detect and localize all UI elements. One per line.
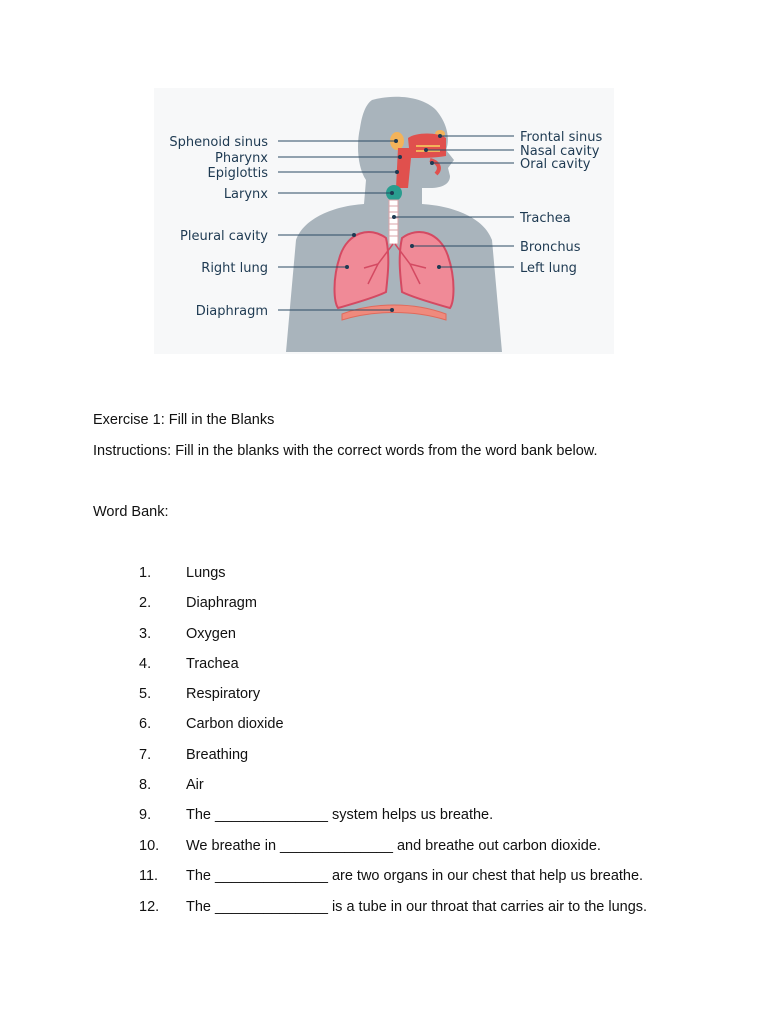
exercise-instructions: Instructions: Fill in the blanks with the correct words from the word bank below.	[93, 443, 598, 459]
label-diaphragm: Diaphragm	[195, 304, 268, 319]
label-pharynx: Pharynx	[214, 151, 268, 166]
label-oral-cavity: Oral cavity	[520, 157, 591, 172]
list-item-number: 12.	[139, 899, 160, 915]
list-item: Carbon dioxide	[186, 716, 284, 732]
label-sphenoid-sinus: Sphenoid sinus	[169, 135, 268, 150]
list-item-number: 8.	[139, 777, 152, 793]
label-larynx: Larynx	[223, 187, 268, 202]
word-bank-label: Word Bank:	[93, 504, 169, 520]
list-item: Lungs	[186, 565, 226, 581]
list-item-number: 10.	[139, 838, 160, 854]
list-item-number: 3.	[139, 626, 152, 642]
list-item-number: 5.	[139, 686, 152, 702]
label-left-lung: Left lung	[520, 261, 577, 276]
list-item: Respiratory	[186, 686, 261, 702]
list-item: Diaphragm	[186, 595, 257, 611]
list-item: The ______________ are two organs in our chest that help us breathe.	[186, 868, 644, 884]
trachea-shape	[389, 200, 398, 244]
list-item-number: 1.	[139, 565, 152, 581]
list-item: Breathing	[186, 747, 249, 763]
list-item: Air	[186, 777, 204, 793]
list-item: Trachea	[186, 656, 239, 672]
label-trachea: Trachea	[520, 211, 571, 226]
list-item-number: 2.	[139, 595, 152, 611]
label-bronchus: Bronchus	[520, 240, 581, 255]
list-item-number: 6.	[139, 716, 152, 732]
label-frontal-sinus: Frontal sinus	[520, 130, 603, 145]
list-item-number: 9.	[139, 807, 152, 823]
list-item-number: 7.	[139, 747, 152, 763]
list-item-number: 11.	[139, 868, 159, 884]
respiratory-system-diagram	[154, 88, 614, 354]
label-pleural-cavity: Pleural cavity	[180, 229, 268, 244]
list-item: Oxygen	[186, 626, 236, 642]
exercise-title: Exercise 1: Fill in the Blanks	[93, 412, 275, 428]
list-item: The ______________ system helps us breathe.	[186, 807, 494, 823]
label-epiglottis: Epiglottis	[207, 166, 268, 181]
list-item: The ______________ is a tube in our throat that carries air to the lungs.	[186, 899, 648, 915]
list-item: We breathe in ______________ and breathe out carbon dioxide.	[186, 838, 601, 854]
label-right-lung: Right lung	[201, 261, 268, 276]
list-item-number: 4.	[139, 656, 152, 672]
label-nasal-cavity: Nasal cavity	[520, 144, 600, 159]
